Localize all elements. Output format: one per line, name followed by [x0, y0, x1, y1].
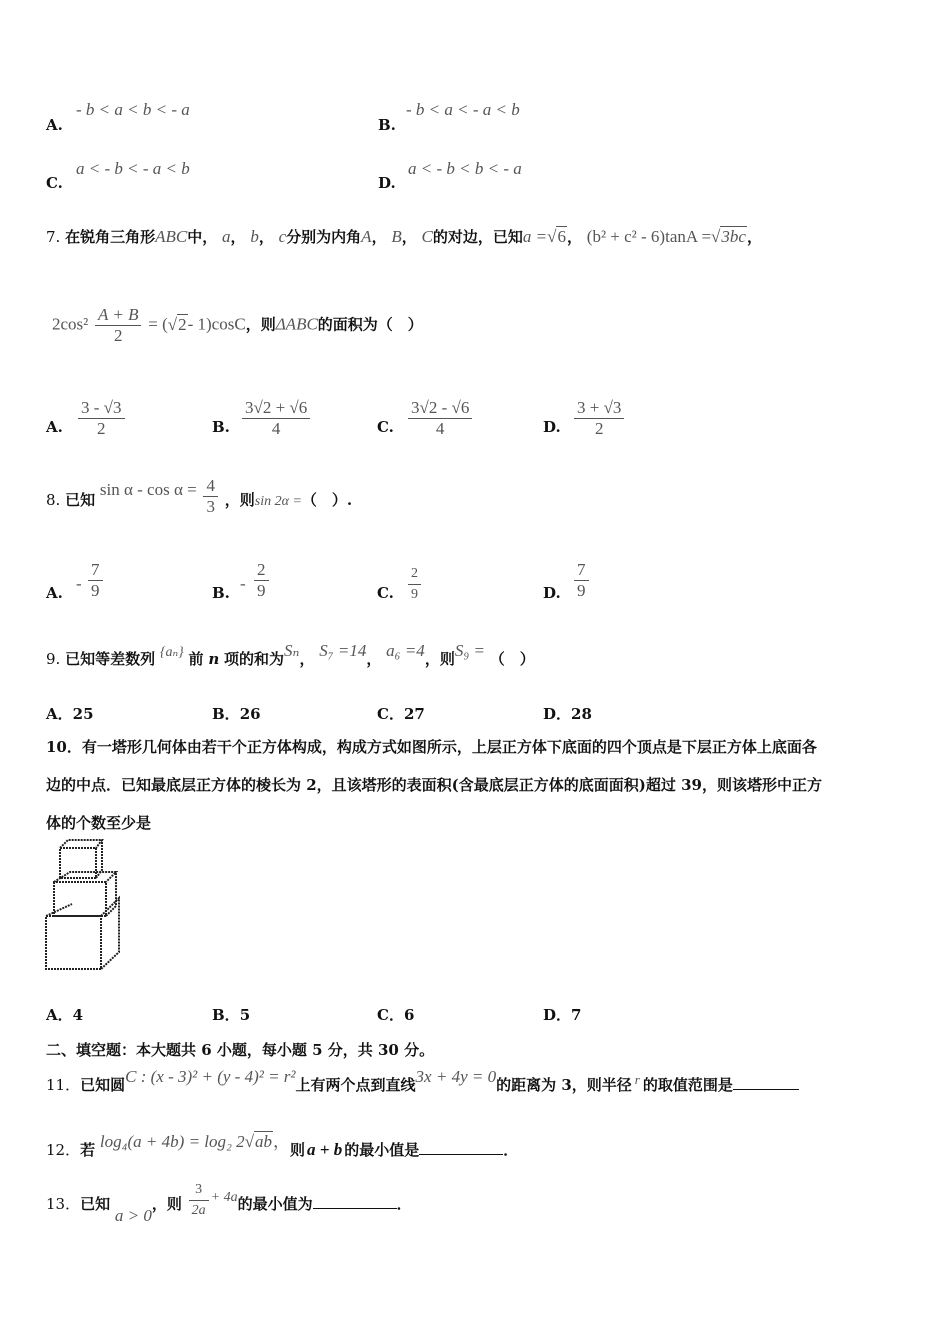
answer-blank[interactable]	[419, 1154, 503, 1155]
option-label: B.	[378, 116, 396, 134]
text: ，	[299, 650, 315, 668]
text: ，	[258, 228, 274, 246]
q6-option-c-expr: a < - b < - a < b	[76, 159, 190, 178]
q9-options	[46, 703, 646, 723]
math: 3bc	[721, 227, 746, 246]
q9-stem	[46, 641, 535, 669]
math: A	[361, 227, 372, 246]
option-label: D.	[543, 418, 561, 436]
denominator: 9	[577, 581, 586, 600]
q6-option-d-expr: a < - b < b < - a	[408, 159, 522, 178]
text: 中，	[187, 228, 218, 246]
question-number: 12．	[46, 1141, 81, 1159]
q10-line2: 边的中点．已知最底层正方体的棱长为 2，且该塔形的表面积(含最底层正方体的底面面积)超过 39，则该塔形中正方	[46, 776, 822, 794]
top-cube-front	[60, 848, 96, 878]
top-cube-top	[60, 840, 102, 848]
text: 的最小值为	[237, 1194, 313, 1213]
fraction	[254, 560, 269, 601]
question-number: 7.	[46, 228, 61, 246]
text: ，则	[424, 650, 455, 668]
option-value: 6	[403, 1006, 415, 1024]
text: ，则	[151, 1194, 182, 1213]
denominator: 3	[206, 497, 215, 516]
text: ．	[396, 1194, 412, 1213]
math: B	[391, 227, 402, 246]
fraction	[408, 398, 472, 439]
math: ABC	[155, 227, 188, 246]
q6-option-b	[378, 116, 396, 134]
q10-line1: 10．有一塔形几何体由若干个正方体构成，构成方式如图所示，上层正方体下底面的四个顶点是下层正方体上底面各	[46, 738, 817, 756]
numerator: 3 + √3	[574, 398, 624, 419]
option-label: A.	[46, 584, 63, 602]
fraction	[574, 398, 624, 439]
text: ，	[401, 228, 417, 246]
answer-blank[interactable]	[733, 1089, 799, 1090]
option-label: C．	[377, 1006, 404, 1024]
math: S₇ =14	[319, 641, 367, 660]
option-label: D.	[378, 174, 396, 192]
math: a =	[522, 227, 548, 246]
math: b	[250, 227, 259, 246]
math: a + b	[307, 1140, 343, 1159]
text: ，	[746, 228, 762, 246]
q6-option-b-expr: - b < a < - a < b	[406, 100, 520, 119]
text: 若	[80, 1141, 96, 1159]
text: 分别为内角	[286, 228, 362, 246]
denominator: 9	[91, 581, 100, 600]
option-label: D.	[543, 584, 561, 602]
math: a	[222, 227, 231, 246]
option-label: A．	[46, 1006, 73, 1024]
text: 项的和为	[224, 650, 285, 668]
numerator: 2	[408, 564, 421, 585]
option-value: 5	[239, 1006, 251, 1024]
math: (b² + c² - 6)tanA =	[586, 227, 712, 246]
option-value: 26	[239, 705, 261, 723]
q7-stem: 7. 在锐角三角形ABC中， a， b， c分别为内角A， B， C的对边，已知a =√6， (b² + c² - 6)tanA =√3bc，	[46, 227, 762, 246]
question-number: 8.	[46, 490, 61, 509]
numerator: 3	[189, 1180, 209, 1201]
text: 的对边，已知	[432, 228, 523, 246]
math: 3x + 4y = 0	[415, 1067, 497, 1086]
tower-figure	[42, 838, 126, 972]
text: 则	[290, 1141, 306, 1159]
text: ，	[366, 650, 382, 668]
q6-option-c	[46, 174, 63, 192]
option-label: C.	[377, 584, 394, 602]
option-label: C.	[46, 174, 63, 192]
denominator: 9	[411, 587, 418, 602]
bottom-cube-front	[46, 916, 101, 969]
math: + 4a	[210, 1189, 238, 1205]
middle-cube-front	[54, 882, 106, 916]
text: ，则	[224, 490, 255, 509]
option-value: 27	[403, 705, 425, 723]
fraction	[95, 305, 141, 346]
denominator: 2	[114, 326, 123, 345]
option-label: B.	[212, 418, 230, 436]
math: sin 2α =	[254, 493, 302, 509]
denominator: 2	[97, 419, 106, 438]
option-value: 4	[72, 1006, 84, 1024]
answer-blank[interactable]	[313, 1208, 397, 1209]
text: ．	[503, 1141, 519, 1159]
fraction	[574, 560, 589, 601]
option-label: C.	[377, 418, 394, 436]
option-label: B．	[212, 705, 240, 723]
option-label: A．	[46, 705, 73, 723]
math: 2	[178, 314, 187, 334]
question-number: 13．	[46, 1194, 81, 1213]
text: （ ）	[489, 650, 535, 668]
math: = (	[148, 314, 168, 334]
math: {aₙ}	[159, 645, 184, 660]
numerator: 3 - √3	[78, 398, 125, 419]
fraction	[203, 476, 218, 517]
q6-option-a-expr: - b < a < b < - a	[76, 100, 190, 119]
option-value: 7	[571, 1006, 582, 1024]
fraction	[408, 564, 421, 605]
math: ab	[255, 1132, 273, 1151]
fraction	[242, 398, 310, 439]
numerator: 2	[254, 560, 269, 581]
option-label: A.	[46, 418, 63, 436]
text: 前	[188, 650, 204, 668]
text: 在锐角三角形	[65, 228, 156, 246]
math: n	[208, 650, 220, 668]
numerator: 3√2 + √6	[242, 398, 310, 419]
option-value: 28	[571, 705, 592, 723]
text: 的取值范围是	[642, 1076, 733, 1094]
option-value: 25	[72, 705, 94, 723]
section-heading: 二、填空题：本大题共 6 小题，每小题 5 分，共 30 分。	[46, 1041, 435, 1059]
denominator: 2a	[191, 1203, 206, 1218]
math: log₄(a + 4b) = log₂ 2	[99, 1132, 245, 1151]
text: 已知	[65, 490, 96, 509]
math: - 1)cosC	[187, 314, 246, 334]
numerator: 3√2 - √6	[408, 398, 472, 419]
math: S₉ =	[454, 641, 485, 660]
text: ，	[566, 228, 582, 246]
text: 的距离为 3，则半径	[496, 1076, 632, 1094]
text: 的最小值是	[344, 1141, 420, 1159]
math: a > 0	[114, 1205, 152, 1225]
q13-stem	[46, 1180, 412, 1225]
denominator: 4	[435, 419, 445, 438]
q6-option-a	[46, 116, 63, 134]
option-label: D．	[543, 1006, 572, 1024]
option-label: B．	[212, 1006, 240, 1024]
math: 6	[557, 227, 566, 246]
sign: -	[240, 574, 246, 593]
numerator: 7	[574, 560, 589, 581]
numerator: A + B	[95, 305, 141, 326]
sign: -	[76, 574, 82, 593]
math: ，	[273, 1132, 291, 1151]
q6-option-d	[378, 174, 396, 192]
option-label: B.	[212, 584, 230, 602]
math: 2cos²	[52, 314, 89, 334]
math: r	[634, 1072, 640, 1087]
fraction	[88, 560, 103, 601]
numerator: 4	[203, 476, 218, 497]
text: 已知等差数列	[65, 650, 156, 668]
option-label: C．	[377, 705, 404, 723]
question-number: 9.	[46, 650, 61, 668]
question-number: 11．	[46, 1076, 81, 1094]
text: ，则	[245, 315, 276, 334]
q12-stem: 12．若 log₄(a + 4b) = log₂ 2√ab，则 a + b 的最小值是 ．	[46, 1132, 519, 1159]
numerator: 7	[88, 560, 103, 581]
option-label: A.	[46, 116, 63, 134]
fraction	[189, 1180, 209, 1221]
bottom-cube-top-edge	[46, 904, 72, 916]
q7-condition: 2cos² $\frac{A + B}{2}$ = (√2- 1)cosC，则ΔABC的面积为（ ）	[52, 305, 423, 345]
math: sin α - cos α =	[99, 479, 197, 499]
math: c	[278, 227, 287, 246]
q10-line3: 体的个数至少是	[46, 814, 152, 832]
bottom-cube-side	[101, 898, 119, 969]
math: C : (x - 3)² + (y - 4)² = r²	[125, 1067, 296, 1086]
text: ，	[230, 228, 246, 246]
q8-stem	[46, 476, 352, 517]
text: 已知	[80, 1194, 111, 1213]
math: a₆ =4	[386, 641, 425, 660]
q11-stem	[46, 1067, 799, 1095]
denominator: 9	[257, 581, 266, 600]
option-label: D．	[543, 705, 572, 723]
text: （ ）.	[301, 490, 353, 509]
math: Sₙ	[284, 641, 300, 660]
denominator: 4	[271, 419, 281, 438]
text: 上有两个点到直线	[295, 1076, 416, 1094]
fraction	[78, 398, 125, 439]
math: C	[421, 227, 433, 246]
text: 已知圆	[80, 1076, 126, 1094]
text: 的面积为（ ）	[317, 315, 423, 334]
text: ，	[371, 228, 387, 246]
math: ΔABC	[275, 314, 318, 334]
q10-options	[46, 1004, 646, 1024]
denominator: 2	[594, 419, 604, 438]
